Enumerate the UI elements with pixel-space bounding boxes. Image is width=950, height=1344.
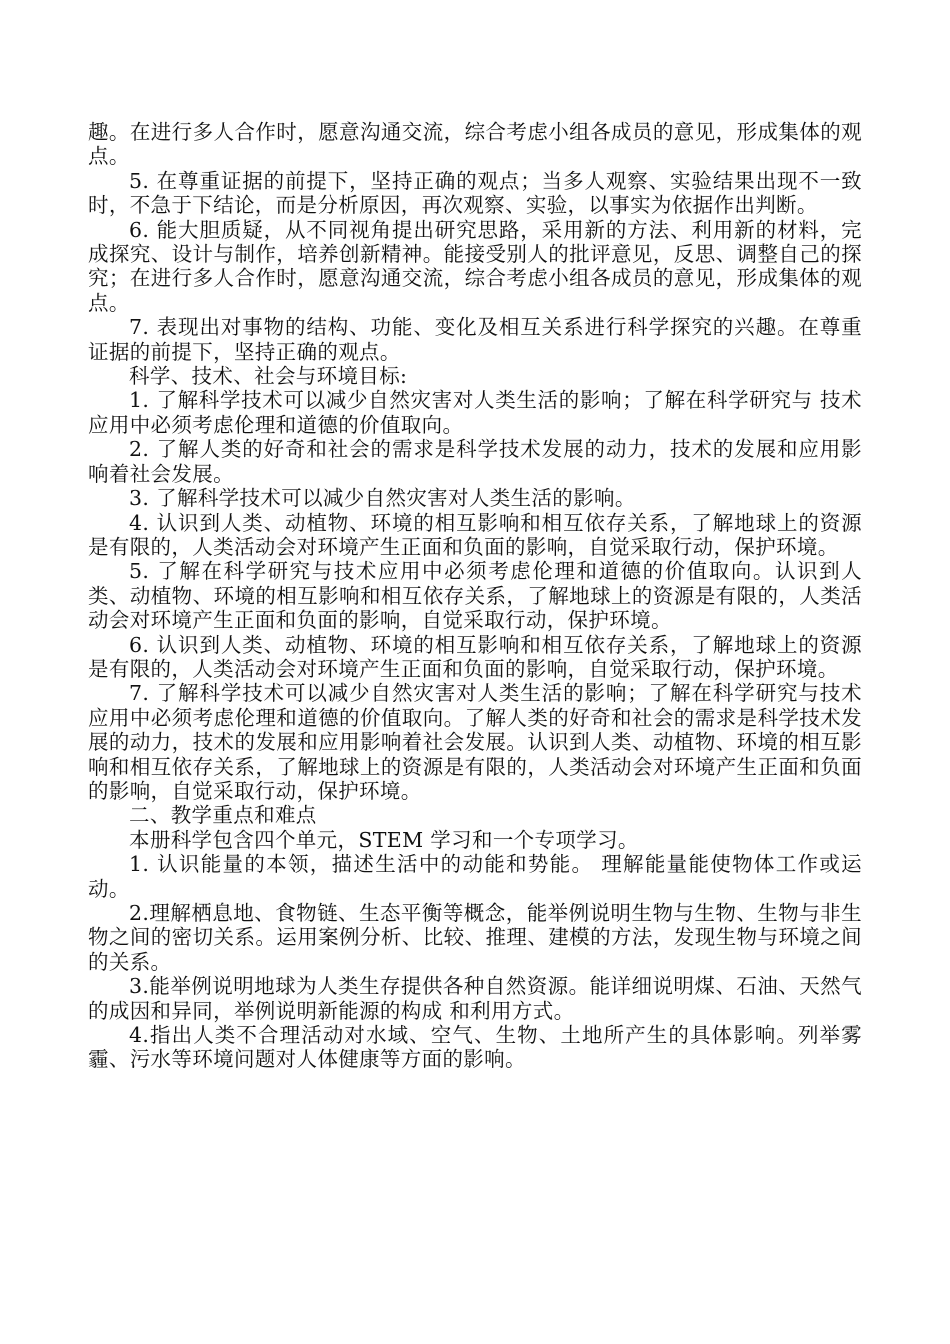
- paragraph-key-point-3: 3.能举例说明地球为人类生存提供各种自然资源。能详细说明煤、石油、天然气的成因和异同，举例说明新能源的构成 和利用方式。: [88, 974, 862, 1023]
- paragraph-key-point-2: 2.理解栖息地、食物链、生态平衡等概念，能举例说明生物与生物、生物与非生物之间的密切关系。运用案例分析、比较、推理、建模的方法，发现生物与环境之间的关系。: [88, 901, 862, 974]
- paragraph-attitude-6: 6. 能大胆质疑，从不同视角提出研究思路，采用新的方法、利用新的材料，完成探究、设计与制作，培养创新精神。能接受别人的批评意见，反思、调整自己的探究；在进行多人合作时，愿意沟通交流，综合考虑小组各成员的意见，形成集体的观点。: [88, 217, 862, 315]
- section-heading-key-points: 二、教学重点和难点: [129, 803, 317, 828]
- paragraph-stse-6: 6. 认识到人类、动植物、环境的相互影响和相互依存关系，了解地球上的资源是有限的，人类活动会对环境产生正面和负面的影响，自觉采取行动，保护环境。: [88, 632, 862, 681]
- paragraph-stse-3: 3. 了解科学技术可以减少自然灾害对人类生活的影响。: [129, 486, 636, 511]
- paragraph-stse-2: 2. 了解人类的好奇和社会的需求是科学技术发展的动力，技术的发展和应用影响着社会发展。: [88, 437, 862, 486]
- document-page: [88, 120, 862, 1072]
- paragraph-attitude-7: 7. 表现出对事物的结构、功能、变化及相互关系进行科学探究的兴趣。在尊重证据的前提下，坚持正确的观点。: [88, 315, 862, 364]
- paragraph-stse-7: 7. 了解科学技术可以减少自然灾害对人类生活的影响；了解在科学研究与技术应用中必须考虑伦理和道德的价值取向。了解人类的好奇和社会的需求是科学技术发展的动力，技术的发展和应用影响着社会发展。认识到人类、动植物、环境的相互影响和相互依存关系，了解地球上的资源是有限的，人类活动会对环境产生正面和负面的影响，自觉采取行动，保护环境。: [88, 681, 862, 803]
- paragraph-stse-5: 5. 了解在科学研究与技术应用中必须考虑伦理和道德的价值取向。认识到人类、动植物、环境的相互影响和相互依存关系，了解地球上的资源是有限的，人类活动会对环境产生正面和负面的影响，自觉采取行动，保护环境。: [88, 559, 862, 633]
- paragraph-stse-1: 1. 了解科学技术可以减少自然灾害对人类生活的影响；了解在科学研究与 技术应用中必须考虑伦理和道德的价值取向。: [88, 388, 862, 437]
- paragraph-key-point-1: 1. 认识能量的本领，描述生活中的动能和势能。 理解能量能使物体工作或运动。: [88, 852, 862, 901]
- paragraph-attitude-5: 5. 在尊重证据的前提下，坚持正确的观点；当多人观察、实验结果出现不一致时，不急于下结论，而是分析原因，再次观察、实验，以事实为依据作出判断。: [88, 168, 862, 218]
- paragraph-continuation: 趣。在进行多人合作时，愿意沟通交流，综合考虑小组各成员的意见，形成集体的观点。: [88, 120, 862, 169]
- section-heading-stse: 科学、技术、社会与环境目标:: [129, 364, 408, 389]
- paragraph-stse-4: 4. 认识到人类、动植物、环境的相互影响和相互依存关系，了解地球上的资源是有限的，人类活动会对环境产生正面和负面的影响，自觉采取行动，保护环境。: [88, 510, 862, 559]
- paragraph-key-point-4: 4.指出人类不合理活动对水域、空气、生物、土地所产生的具体影响。列举雾霾、污水等环境问题对人体健康等方面的影响。: [88, 1023, 862, 1072]
- paragraph-overview: 本册科学包含四个单元，STEM 学习和一个专项学习。: [129, 827, 639, 852]
